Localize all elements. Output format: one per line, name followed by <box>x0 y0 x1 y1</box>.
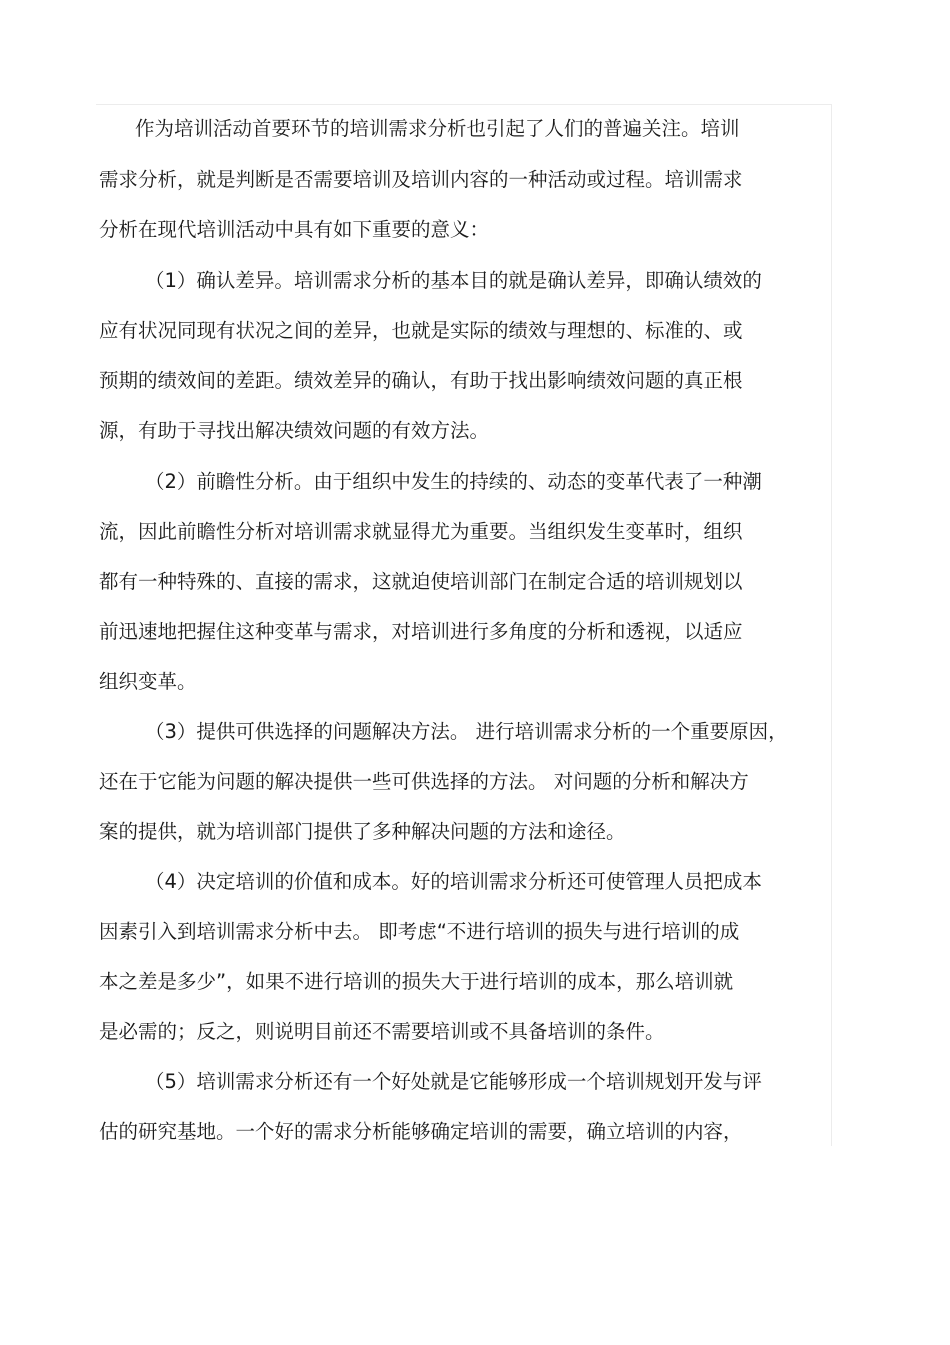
text-line: （1）确认差异。培训需求分析的基本目的就是确认差异，即确认绩效的 <box>145 269 762 292</box>
text-line: 还在于它能为问题的解决提供一些可供选择的方法。 对问题的分析和解决方 <box>99 770 749 793</box>
text-line: 需求分析，就是判断是否需要培训及培训内容的一种活动或过程。培训需求 <box>99 168 743 191</box>
text-line: 作为培训活动首要环节的培训需求分析也引起了人们的普遍关注。培训 <box>135 117 740 140</box>
text-line: 因素引入到培训需求分析中去。 即考虑“不进行培训的损失与进行培训的成 <box>99 920 740 943</box>
text-line: 源，有助于寻找出解决绩效问题的有效方法。 <box>99 419 490 442</box>
text-line: 是必需的；反之，则说明目前还不需要培训或不具备培训的条件。 <box>99 1020 665 1043</box>
text-line: 估的研究基地。一个好的需求分析能够确定培训的需要，确立培训的内容， <box>99 1120 743 1143</box>
text-line: 预期的绩效间的差距。绩效差异的确认，有助于找出影响绩效问题的真正根 <box>99 369 743 392</box>
text-line: （5）培训需求分析还有一个好处就是它能够形成一个培训规划开发与评 <box>145 1070 762 1093</box>
text-line: 流，因此前瞻性分析对培训需求就显得尤为重要。当组织发生变革时，组织 <box>99 520 743 543</box>
text-line: （3）提供可供选择的问题解决方法。 进行培训需求分析的一个重要原因， <box>145 720 788 743</box>
text-line: 案的提供，就为培训部门提供了多种解决问题的方法和途径。 <box>99 820 626 843</box>
text-line: 都有一种特殊的、直接的需求，这就迫使培训部门在制定合适的培训规划以 <box>99 570 743 593</box>
text-line: （4）决定培训的价值和成本。好的培训需求分析还可使管理人员把成本 <box>145 870 762 893</box>
text-line: 应有状况同现有状况之间的差异，也就是实际的绩效与理想的、标准的、或 <box>99 319 743 342</box>
text-line: 前迅速地把握住这种变革与需求，对培训进行多角度的分析和透视，以适应 <box>99 620 743 643</box>
text-line: 分析在现代培训活动中具有如下重要的意义： <box>99 218 490 241</box>
text-line: （2）前瞻性分析。由于组织中发生的持续的、动态的变革代表了一种潮 <box>145 470 762 493</box>
text-line: 组织变革。 <box>99 670 197 693</box>
text-line: 本之差是多少”，如果不进行培训的损失大于进行培训的成本，那么培训就 <box>99 970 734 993</box>
